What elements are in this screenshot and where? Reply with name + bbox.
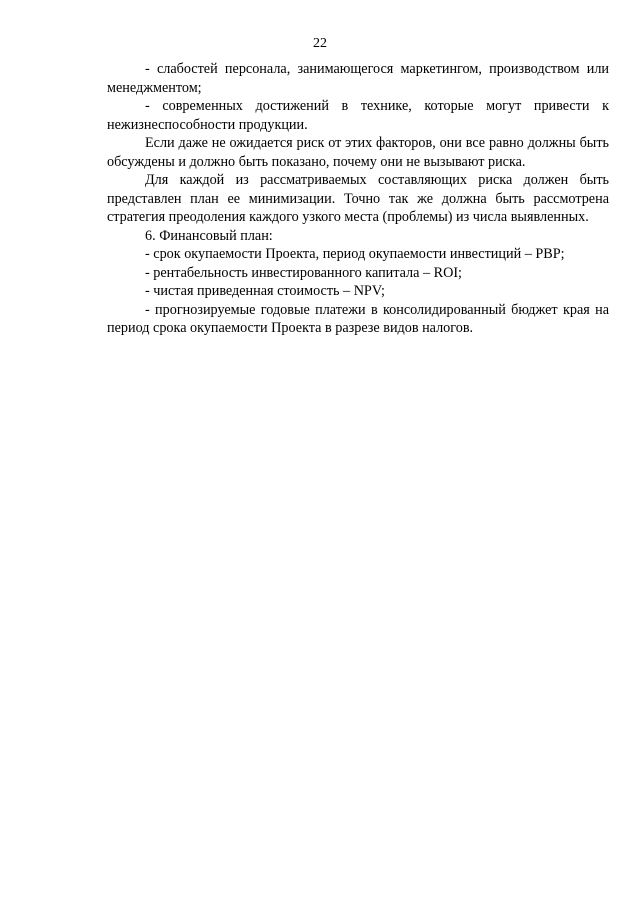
list-item-npv: - чистая приведенная стоимость – NPV; [145, 283, 385, 299]
section-heading-financial-plan: 6. Финансовый план: [145, 227, 273, 244]
list-item-roi: - рентабельность инвестированного капитала – ROI; [145, 264, 462, 281]
list-item-personnel-weakness: - слабостей персонала, занимающегося маркетингом, производством или менеджментом; [107, 61, 609, 96]
list-item-tax-payments: - прогнозируемые годовые платежи в консолидированный бюджет края на период срока окупаемости Проекта в разрезе видов налогов. [107, 301, 609, 336]
document-body [107, 60, 609, 338]
list-item-tech-advances: - современных достижений в технике, которые могут привести к нежизнеспособности продукции. [107, 98, 609, 133]
paragraph-risk-minimization: Для каждой из рассматриваемых составляющих риска должен быть представлен план ее минимизации. Точно так же должна быть рассмотрена стратегия преодоления каждого узкого места (проблемы) из числа выявленных. [107, 172, 609, 225]
page-number: 22 [313, 36, 327, 51]
list-item-pbp: - срок окупаемости Проекта, период окупаемости инвестиций – PBP; [145, 246, 565, 262]
paragraph-risk-discussion: Если даже не ожидается риск от этих факторов, они все равно должны быть обсуждены и должно быть показано, почему они не вызывают риска. [107, 135, 609, 170]
